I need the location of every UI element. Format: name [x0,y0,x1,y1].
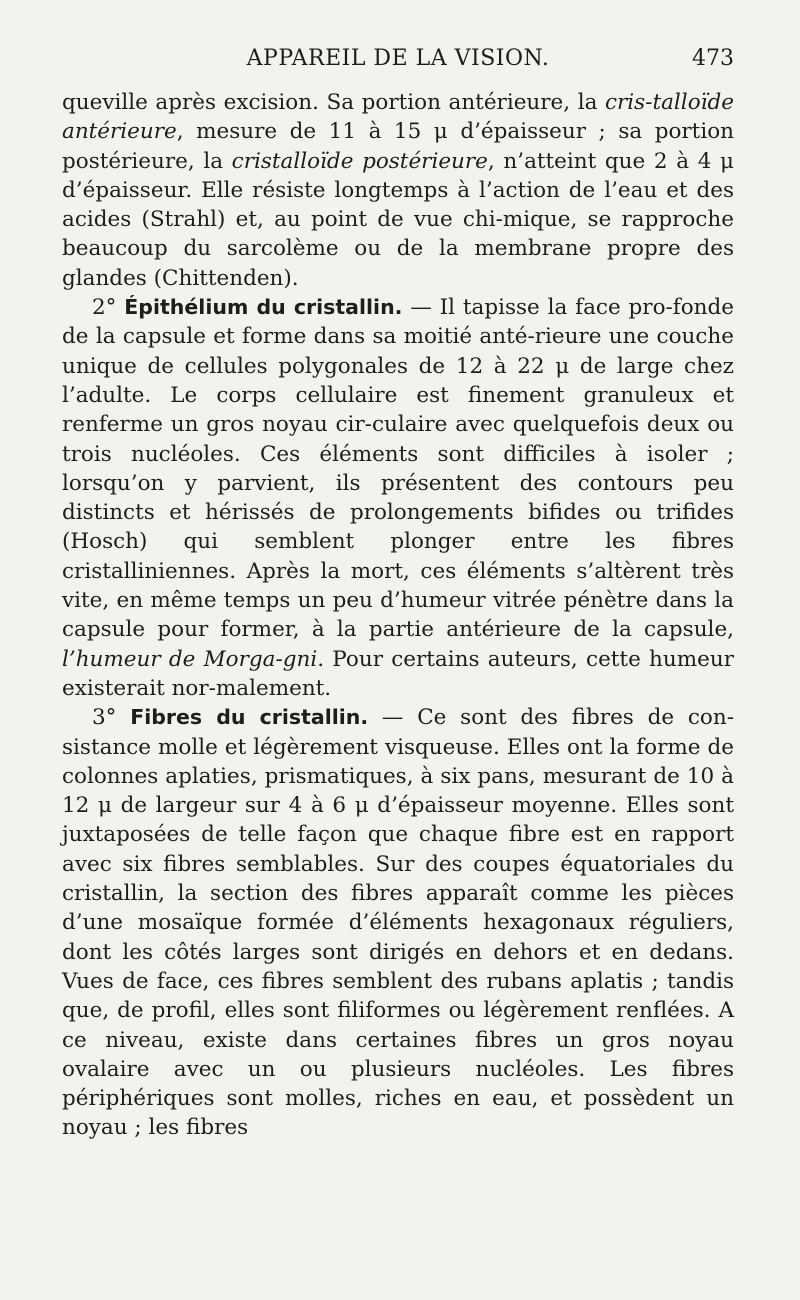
book-page [62,44,734,1143]
section-number: 2° [92,295,117,321]
section-heading: Fibres du cristallin. [130,705,369,730]
text-run: queville après excision. Sa portion antérieure, la [62,90,605,115]
italic-term: cris-talloïde antérieure [62,90,734,145]
paragraph-fibres [62,703,734,1142]
page-number: 473 [692,46,734,71]
text-run: . Pour certains auteurs, cette humeur existerait nor-malement. [62,646,734,701]
section-number: 3° [92,705,117,731]
paragraph-epithelium [62,293,734,703]
text-run: — Ce sont des fibres de con-sistance molle et légèrement visqueuse. Elles ont la forme de colonnes aplaties, prismatiques, à six pans, mesurant de 10 à 12 μ de largeur sur 4 à 6 μ d’épaisseur moyenne. Elles sont juxtaposées de telle façon que chaque fibre est en rapport avec six fibres semblables. Sur des coupes équatoriales du cristallin, la section des fibres apparaît comme les pièces d’une mosaïque formée d’éléments hexagonaux réguliers, dont les côtés larges sont dirigés en dehors et en dedans. Vues de face, ces fibres semblent des rubans aplatis ; tandis que, de profil, elles sont filiformes ou légèrement renflées. A ce niveau, existe dans certaines fibres un gros noyau ovalaire avec un ou plusieurs nucléoles. Les fibres périphériques sont molles, riches en eau, et possèdent un noyau ; les fibres [62,705,734,1141]
body-text [62,88,734,1143]
text-run: — Il tapisse la face pro-fonde de la capsule et forme dans sa moitié anté-rieure une couche unique de cellules polygonales de 12 à 22 μ de large chez l’adulte. Le corps cellulaire est finement granuleux et renferme un gros noyau cir-culaire avec quelquefois deux ou trois nucléoles. Ces éléments sont difficiles à isoler ; lorsqu’on y parvient, ils présentent des contours peu distincts et hérissés de prolongements bifides ou trifides (Hosch) qui semblent plonger entre les fibres cristalliniennes. Après la mort, ces éléments s’altèrent très vite, en même temps un peu d’humeur vitrée pénètre dans la capsule pour former, à la partie antérieure de la capsule, [62,295,735,643]
paragraph-capsule-continued [62,88,734,293]
page-header [62,44,734,80]
italic-term: cristalloïde postérieure [231,148,488,174]
text-run: , mesure de 11 à 15 μ d’épaisseur ; sa portion postérieure, la [62,119,734,174]
section-heading: Épithélium du cristallin. [124,295,403,320]
text-run: , n’atteint que 2 à 4 μ d’épaisseur. Elle résiste longtemps à l’action de l’eau et des acides (Strahl) et, au point de vue chi-mique, se rapproche beaucoup du sarcolème ou de la membrane propre des glandes (Chittenden). [62,148,734,291]
running-title: APPAREIL DE LA VISION. [246,46,550,71]
italic-term: l’humeur de Morga-gni [62,646,318,672]
